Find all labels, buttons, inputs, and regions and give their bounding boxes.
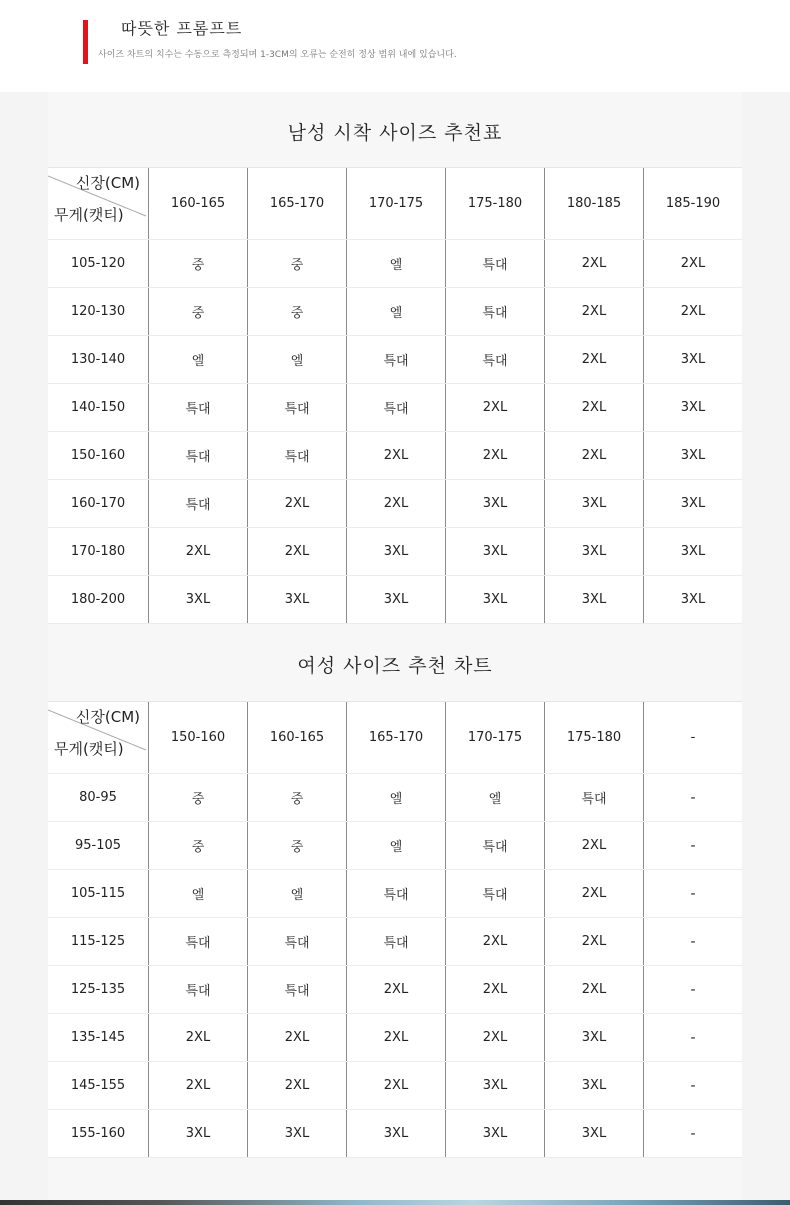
size-cell: 3XL — [643, 528, 742, 575]
size-cell: 중 — [148, 822, 247, 869]
column-header: 170-175 — [445, 702, 544, 773]
size-cell: 2XL — [445, 966, 544, 1013]
weight-range-label: 135-145 — [70, 1030, 126, 1045]
weight-range-label: 180-200 — [70, 592, 126, 607]
table-row — [48, 432, 742, 480]
table-corner-cell — [48, 702, 148, 773]
size-cell: 특대 — [247, 384, 346, 431]
size-cell: 2XL — [544, 288, 643, 335]
size-cell: 3XL — [643, 576, 742, 623]
weight-range-label: 105-120 — [70, 256, 126, 271]
size-cell: 3XL — [643, 480, 742, 527]
size-cell: 3XL — [445, 1062, 544, 1109]
size-cell: 3XL — [544, 1110, 643, 1157]
size-cell: 중 — [148, 288, 247, 335]
weight-range-label: 120-130 — [70, 304, 126, 319]
weight-axis-label: 무게(캣티) — [54, 740, 124, 758]
table-row — [48, 774, 742, 822]
notice-text: 사이즈 차트의 치수는 수동으로 측정되며 1-3CM의 오류는 순전히 정상 범위 내에 있습니다. — [98, 50, 457, 60]
column-header: 165-170 — [346, 702, 445, 773]
size-cell: 특대 — [148, 432, 247, 479]
size-cell: 특대 — [346, 870, 445, 917]
weight-range-label: 125-135 — [70, 982, 126, 997]
size-cell: - — [643, 1014, 742, 1061]
table-row — [48, 870, 742, 918]
size-cell: - — [643, 918, 742, 965]
size-cell: 중 — [148, 774, 247, 821]
size-cell: 2XL — [346, 1014, 445, 1061]
weight-range-label: 115-125 — [70, 934, 126, 949]
size-cell: - — [643, 870, 742, 917]
size-cell: 3XL — [643, 432, 742, 479]
size-cell: 특대 — [346, 918, 445, 965]
column-header: 175-180 — [445, 168, 544, 239]
table-row — [48, 288, 742, 336]
size-cell: 특대 — [445, 336, 544, 383]
column-header: 165-170 — [247, 168, 346, 239]
size-cell: 2XL — [445, 384, 544, 431]
size-cell: 중 — [148, 240, 247, 287]
notice-section — [0, 0, 790, 92]
table-row — [48, 1014, 742, 1062]
size-cell: 엘 — [346, 240, 445, 287]
size-cell: 2XL — [445, 1014, 544, 1061]
weight-range-label: 130-140 — [70, 352, 126, 367]
height-axis-label: 신장(CM) — [75, 708, 140, 726]
size-cell: 특대 — [346, 384, 445, 431]
height-axis-label: 신장(CM) — [75, 174, 140, 192]
size-cell: 2XL — [148, 528, 247, 575]
size-cell: 2XL — [643, 288, 742, 335]
size-cell: 특대 — [445, 240, 544, 287]
size-cell: 특대 — [544, 774, 643, 821]
size-cell: 특대 — [346, 336, 445, 383]
size-cell: 3XL — [346, 1110, 445, 1157]
table-row — [48, 822, 742, 870]
size-cell: 2XL — [544, 822, 643, 869]
size-cell: 엘 — [346, 822, 445, 869]
column-header: 150-160 — [148, 702, 247, 773]
size-cell: 2XL — [346, 480, 445, 527]
size-cell: 엘 — [247, 870, 346, 917]
men-size-table — [48, 167, 742, 624]
weight-range-label: 140-150 — [70, 400, 126, 415]
left-margin — [0, 92, 48, 1205]
notice-title: 따뜻한 프롬프트 — [121, 19, 243, 38]
size-cell: - — [643, 1062, 742, 1109]
size-cell: - — [643, 1110, 742, 1157]
size-cell: 2XL — [544, 432, 643, 479]
size-cell: 특대 — [247, 432, 346, 479]
weight-range-label: 170-180 — [70, 544, 126, 559]
size-cell: 3XL — [445, 528, 544, 575]
women-chart-title: 여성 사이즈 추천 차트 — [297, 655, 493, 677]
size-cell: 2XL — [445, 432, 544, 479]
size-cell: 중 — [247, 240, 346, 287]
size-cell: 2XL — [148, 1014, 247, 1061]
men-chart-title: 남성 시착 사이즈 추천표 — [287, 122, 503, 144]
weight-range-label: 155-160 — [70, 1126, 126, 1141]
column-header: 175-180 — [544, 702, 643, 773]
size-cell: 특대 — [247, 918, 346, 965]
size-cell: 특대 — [148, 480, 247, 527]
column-header: 160-165 — [148, 168, 247, 239]
table-row — [48, 1062, 742, 1110]
size-cell: 2XL — [544, 240, 643, 287]
weight-range-label: 145-155 — [70, 1078, 126, 1093]
table-row — [48, 1110, 742, 1158]
size-cell: 2XL — [148, 1062, 247, 1109]
size-cell: 2XL — [346, 966, 445, 1013]
column-header: - — [643, 702, 742, 773]
weight-range-label: 95-105 — [74, 838, 122, 853]
size-cell: 중 — [247, 774, 346, 821]
table-row — [48, 918, 742, 966]
size-cell: 3XL — [148, 576, 247, 623]
size-cell: 특대 — [445, 288, 544, 335]
size-cell: 중 — [247, 288, 346, 335]
table-row — [48, 528, 742, 576]
women-size-table — [48, 701, 742, 1158]
size-cell: 특대 — [148, 966, 247, 1013]
column-header: 180-185 — [544, 168, 643, 239]
size-cell: 2XL — [445, 918, 544, 965]
size-cell: 3XL — [445, 480, 544, 527]
table-header-row — [48, 168, 742, 240]
size-cell: 2XL — [544, 966, 643, 1013]
size-cell: 3XL — [544, 528, 643, 575]
table-row — [48, 480, 742, 528]
size-cell: 엘 — [148, 336, 247, 383]
size-cell: 2XL — [643, 240, 742, 287]
column-header: 170-175 — [346, 168, 445, 239]
weight-range-label: 160-170 — [70, 496, 126, 511]
size-cell: 3XL — [346, 576, 445, 623]
size-cell: - — [643, 966, 742, 1013]
size-cell: 2XL — [346, 1062, 445, 1109]
size-cell: 특대 — [445, 822, 544, 869]
size-cell: 2XL — [346, 432, 445, 479]
table-row — [48, 384, 742, 432]
size-cell: 엘 — [247, 336, 346, 383]
size-cell: 2XL — [544, 918, 643, 965]
notice-accent-bar — [83, 20, 88, 64]
size-cell: 3XL — [643, 384, 742, 431]
size-cell: 2XL — [247, 1014, 346, 1061]
bottom-image-strip — [0, 1200, 790, 1205]
size-cell: 특대 — [247, 966, 346, 1013]
size-cell: 3XL — [544, 1062, 643, 1109]
right-margin — [742, 92, 790, 1205]
size-cell: 엘 — [346, 774, 445, 821]
size-cell: 특대 — [148, 384, 247, 431]
table-row — [48, 336, 742, 384]
weight-range-label: 80-95 — [79, 790, 117, 805]
size-cell: 3XL — [544, 480, 643, 527]
table-row — [48, 576, 742, 624]
size-cell: 2XL — [544, 336, 643, 383]
size-cell: 3XL — [247, 1110, 346, 1157]
size-cell: 2XL — [247, 1062, 346, 1109]
size-cell: 2XL — [247, 480, 346, 527]
table-corner-cell — [48, 168, 148, 239]
table-row — [48, 966, 742, 1014]
column-header: 160-165 — [247, 702, 346, 773]
size-cell: 3XL — [346, 528, 445, 575]
size-cell: 2XL — [544, 870, 643, 917]
size-cell: 중 — [247, 822, 346, 869]
size-cell: 엘 — [445, 774, 544, 821]
size-cell: 3XL — [445, 1110, 544, 1157]
size-cell: 특대 — [445, 870, 544, 917]
table-row — [48, 240, 742, 288]
size-cell: - — [643, 822, 742, 869]
size-cell: 3XL — [148, 1110, 247, 1157]
weight-range-label: 150-160 — [70, 448, 126, 463]
size-cell: 3XL — [544, 576, 643, 623]
size-cell: 2XL — [247, 528, 346, 575]
size-cell: 3XL — [544, 1014, 643, 1061]
column-header: 185-190 — [643, 168, 742, 239]
size-cell: 3XL — [643, 336, 742, 383]
size-cell: 3XL — [445, 576, 544, 623]
weight-range-label: 105-115 — [70, 886, 126, 901]
size-cell: 2XL — [544, 384, 643, 431]
size-cell: - — [643, 774, 742, 821]
size-cell: 특대 — [148, 918, 247, 965]
size-cell: 엘 — [148, 870, 247, 917]
size-cell: 엘 — [346, 288, 445, 335]
weight-axis-label: 무게(캣티) — [54, 206, 124, 224]
size-cell: 3XL — [247, 576, 346, 623]
table-header-row — [48, 702, 742, 774]
